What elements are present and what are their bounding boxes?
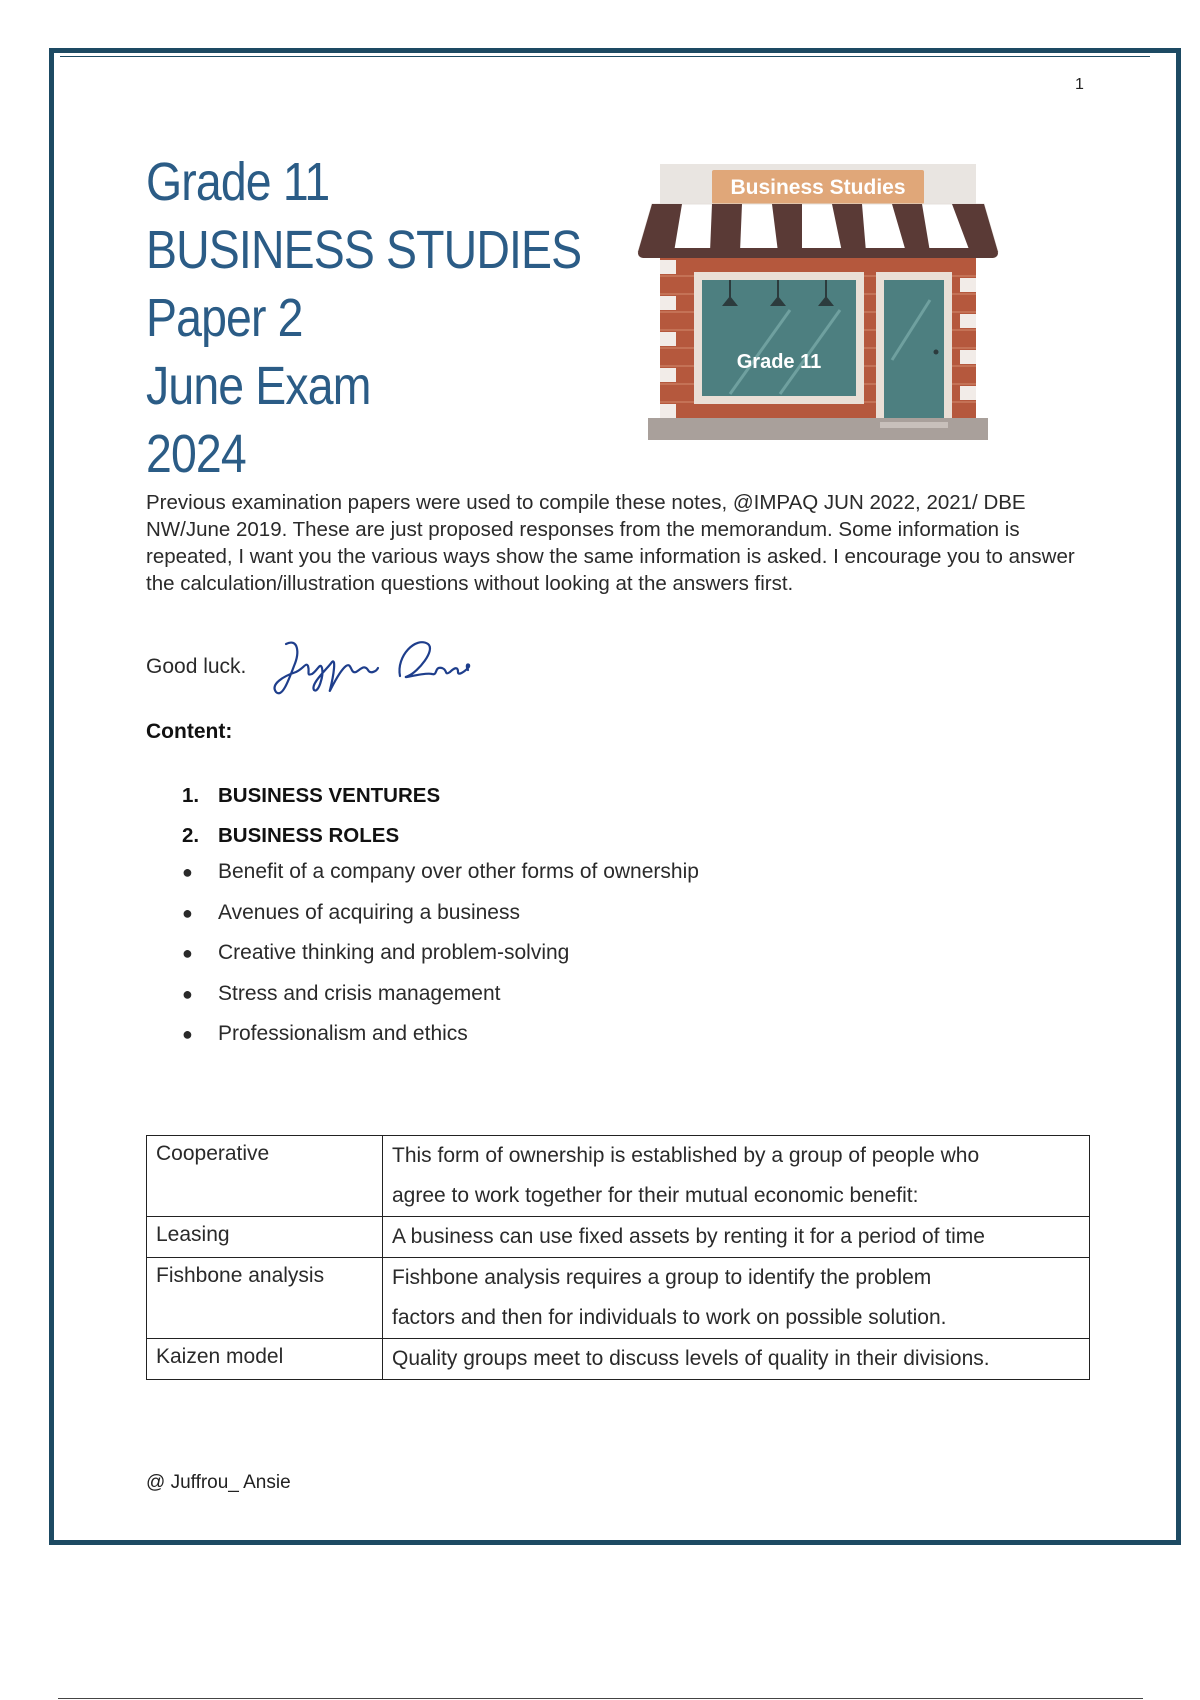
definition-line: Fishbone analysis requires a group to identify the problem <box>392 1266 932 1289</box>
table-cell-term: Cooperative <box>147 1136 383 1217</box>
title-line: June Exam <box>146 356 371 416</box>
list-item <box>182 776 440 816</box>
list-item-label: BUSINESS ROLES <box>218 824 400 847</box>
table-cell-definition <box>383 1339 1090 1380</box>
definition-line: This form of ownership is established by a group of people who <box>392 1144 980 1167</box>
list-item-label: Creative thinking and problem-solving <box>218 941 570 964</box>
table-row <box>147 1217 1090 1258</box>
page-number: 1 <box>1075 76 1084 93</box>
handwritten-signature <box>268 632 478 704</box>
document-title <box>146 148 606 488</box>
list-item-label: Avenues of acquiring a business <box>218 900 520 924</box>
list-item-label: Benefit of a company over other forms of ownership <box>218 860 699 883</box>
bullet-icon: ● <box>182 902 193 923</box>
table-row <box>147 1136 1090 1217</box>
definition-line: agree to work together for their mutual economic benefit: <box>392 1184 919 1207</box>
title-line: Grade 11 <box>146 152 330 212</box>
content-heading: Content: <box>146 720 233 743</box>
list-item <box>182 893 699 934</box>
footer-author-handle: @ Juffrou_ Ansie <box>146 1472 291 1493</box>
good-luck-text: Good luck. <box>146 655 247 678</box>
table-row <box>147 1258 1090 1339</box>
list-number: 1. <box>182 784 200 807</box>
list-item <box>182 1014 699 1055</box>
table-cell-definition <box>383 1217 1090 1258</box>
title-line: 2024 <box>146 424 246 484</box>
list-item-label: Professionalism and ethics <box>218 1022 468 1045</box>
list-item <box>182 852 699 893</box>
list-number: 2. <box>182 824 200 847</box>
list-item-label: Stress and crisis management <box>218 981 501 1005</box>
definitions-table <box>146 1135 1090 1380</box>
shop-storefront-illustration <box>630 160 1010 460</box>
table-cell-term: Leasing <box>147 1217 383 1258</box>
bullet-icon: ● <box>182 983 193 1004</box>
content-numbered-list <box>182 776 440 856</box>
table-cell-definition <box>383 1258 1090 1339</box>
intro-paragraph: Previous examination papers were used to compile these notes, @IMPAQ JUN 2022, 2021/ DBE NW/June 2019. These are just proposed responses from the memorandum. Some information is repeated, I want you the various ways show the same information is asked. I encourage you to answer the calculation/illustration questions without looking at the answers first. <box>146 491 1075 595</box>
table-cell-term: Fishbone analysis <box>147 1258 383 1339</box>
title-line: Paper 2 <box>146 288 303 348</box>
bottom-rule <box>58 1698 1143 1699</box>
table-row <box>147 1339 1090 1380</box>
bullet-icon: ● <box>182 862 193 882</box>
title-line: BUSINESS STUDIES <box>146 220 582 280</box>
shop-sign-text: Business Studies <box>730 176 906 199</box>
door-step <box>880 422 948 428</box>
list-item-label: BUSINESS VENTURES <box>218 784 441 807</box>
door-handle <box>934 350 939 355</box>
window-text: Grade 11 <box>736 351 822 373</box>
table-cell-definition <box>383 1136 1090 1217</box>
definition-line: factors and then for individuals to work on possible solution. <box>392 1306 947 1329</box>
content-bullet-list <box>182 852 699 1055</box>
list-item <box>182 816 440 856</box>
shop-door <box>884 280 944 418</box>
signature-stroke-last-name <box>399 642 469 677</box>
awning <box>638 204 998 258</box>
table-cell-term: Kaizen model <box>147 1339 383 1380</box>
shop-step <box>648 418 988 440</box>
bullet-icon: ● <box>182 943 193 963</box>
list-item <box>182 933 699 974</box>
signature-stroke-first-name <box>275 643 378 694</box>
frame-top-rule <box>60 56 1150 57</box>
definition-line: Quality groups meet to discuss levels of quality in their divisions. <box>392 1347 990 1370</box>
list-item <box>182 974 699 1015</box>
definition-line: A business can use fixed assets by renting it for a period of time <box>392 1225 985 1248</box>
bullet-icon: ● <box>182 1024 193 1044</box>
